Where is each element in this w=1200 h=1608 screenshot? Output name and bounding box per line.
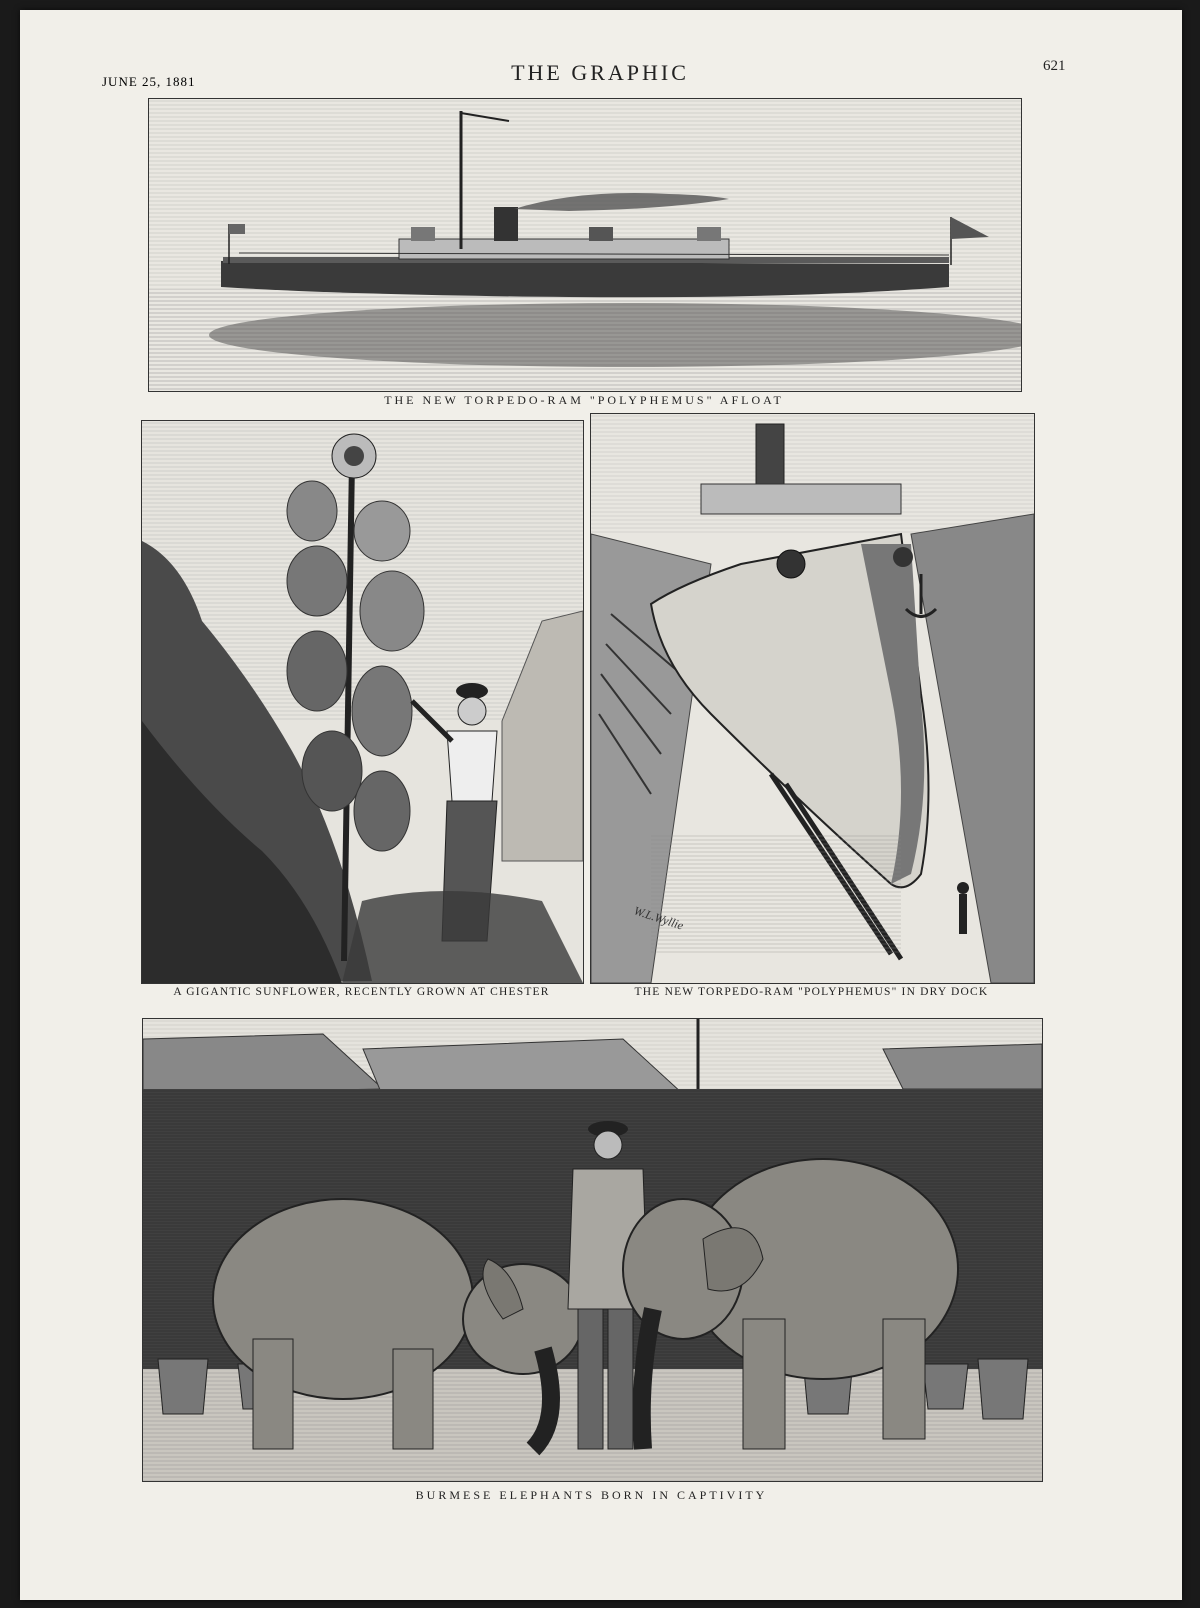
- engraving-ship-afloat: [149, 99, 1021, 391]
- plate-elephants: [142, 1018, 1043, 1482]
- caption-ship-afloat: THE NEW TORPEDO-RAM "POLYPHEMUS" AFLOAT: [384, 393, 784, 407]
- artist-signature: W.L.Wyllie: [632, 903, 686, 933]
- engraving-sunflower: [142, 421, 583, 983]
- engraving-ship-dry-dock: [591, 414, 1034, 983]
- plate-sunflower: [141, 420, 584, 984]
- engraving-elephants: [143, 1019, 1042, 1481]
- plate-dry-dock: [590, 413, 1035, 984]
- caption-sunflower: A GIGANTIC SUNFLOWER, RECENTLY GROWN AT CHESTER: [173, 986, 550, 998]
- caption-elephants: BURMESE ELEPHANTS BORN IN CAPTIVITY: [415, 1488, 768, 1502]
- masthead-title: THE GRAPHIC: [511, 60, 689, 85]
- page-number: 621: [1043, 58, 1066, 74]
- caption-dry-dock: THE NEW TORPEDO-RAM "POLYPHEMUS" IN DRY DOCK: [634, 986, 989, 998]
- issue-date: JUNE 25, 1881: [102, 74, 196, 89]
- plate-polyphemus-afloat: [148, 98, 1022, 392]
